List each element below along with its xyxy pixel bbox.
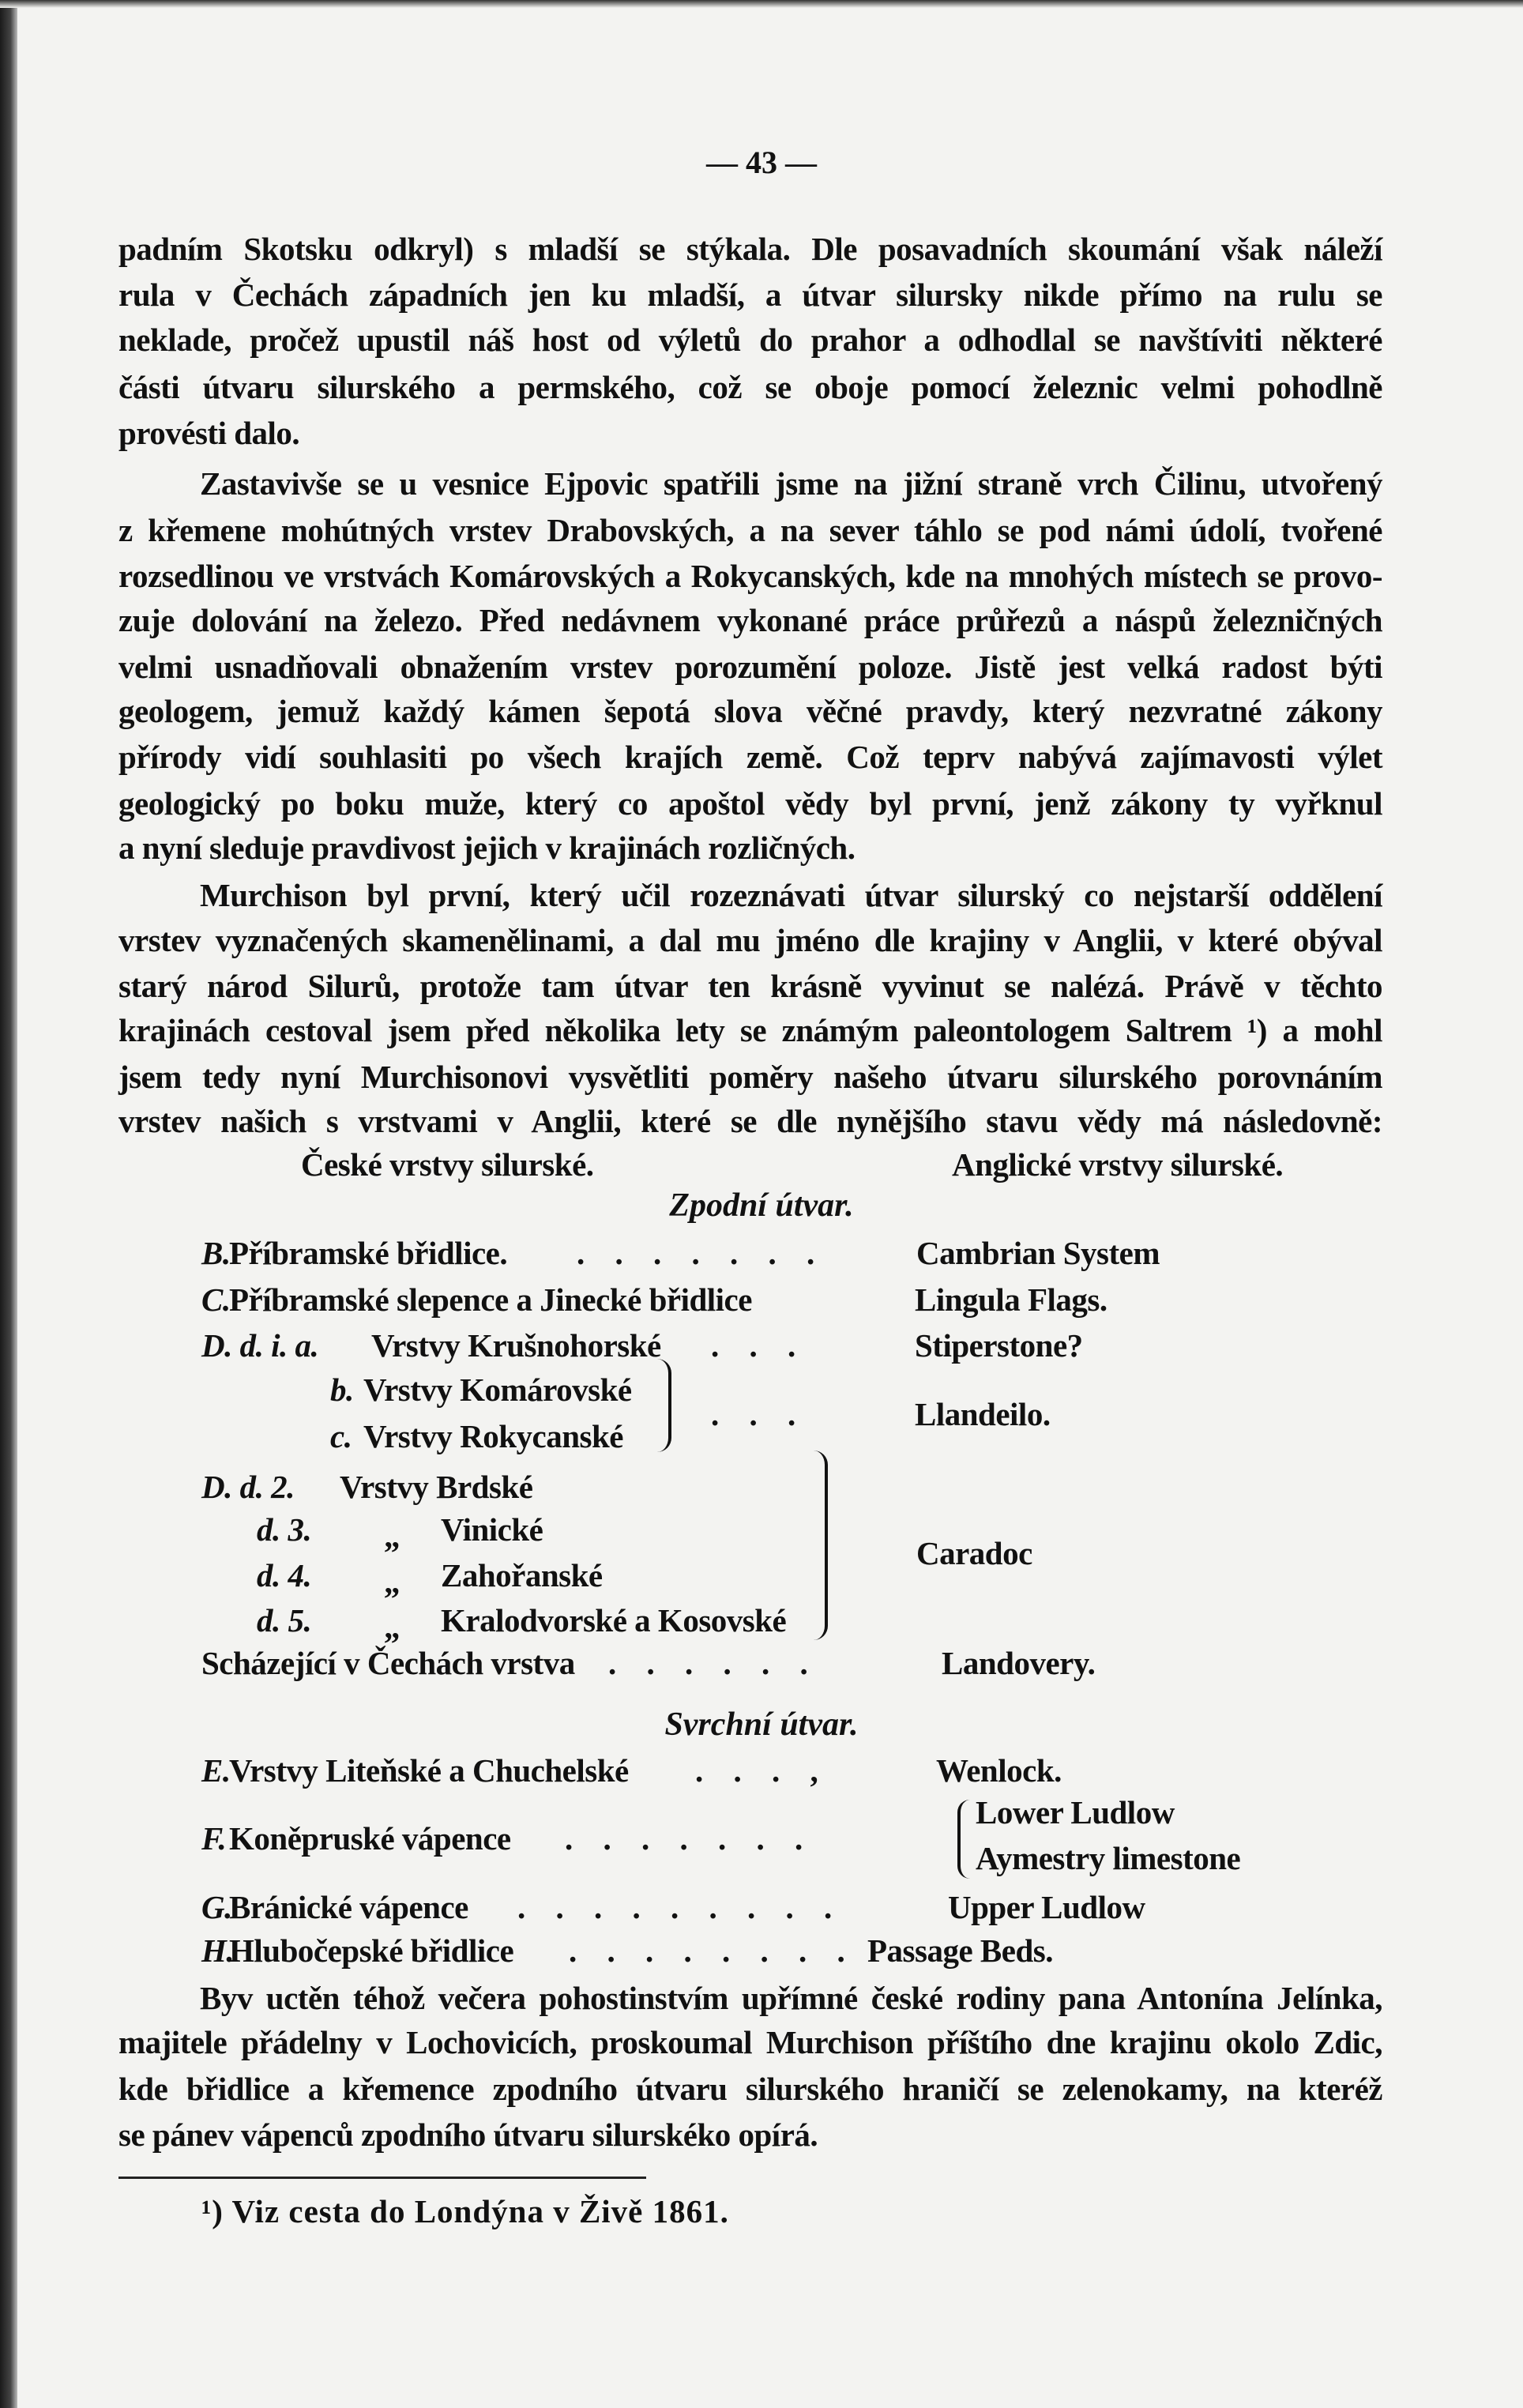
- text-line: krajinách cestoval jsem před několika lety se známým paleontologem Saltrem ¹) a mohl: [118, 1012, 1382, 1048]
- row-mark: c.: [330, 1418, 352, 1454]
- section-heading-lower: Zpodní útvar.: [669, 1187, 854, 1224]
- row-name: Zahořanské: [441, 1557, 603, 1593]
- row-english: Lower Ludlow: [976, 1794, 1175, 1830]
- brace: [957, 1800, 970, 1879]
- row-dots: . . .: [711, 1396, 807, 1432]
- row-mark: d. 5.: [257, 1602, 312, 1639]
- row-english: Wenlock.: [936, 1752, 1062, 1789]
- row-name: Příbramské slepence a Jinecké břidlice: [229, 1281, 752, 1318]
- row-dots: . . . . . . . .: [569, 1932, 856, 1969]
- row-english: Cambrian System: [916, 1235, 1160, 1271]
- ditto-mark: „: [384, 1563, 400, 1600]
- row-english: Passage Beds.: [867, 1932, 1053, 1969]
- row-mark: E.: [201, 1752, 231, 1789]
- text-line: neklade, pročež upustil náš host od výletů do prahor a odhodlal se navštíviti některé: [118, 322, 1382, 358]
- row-name: Vrstvy Liteňské a Chuchelské: [229, 1752, 629, 1789]
- footnote: ¹) Viz cesta do Londýna v Živě 1861.: [201, 2193, 729, 2229]
- text-line: přírody vidí souhlasiti po všech krajích země. Což teprv nabývá zajímavosti výlet: [118, 739, 1382, 775]
- text-line: části útvaru silurského a permského, což se oboje pomocí železnic velmi pohodlně: [118, 369, 1382, 405]
- text-line: velmi usnadňovali obnažením vrstev porozumění poloze. Jistě jest velká radost býti: [118, 649, 1382, 685]
- row-mark: H.: [201, 1932, 235, 1969]
- text-line: Murchison byl první, který učil rozeznávati útvar silurský co nejstarší oddělení: [200, 877, 1382, 913]
- row-english: Llandeilo.: [915, 1396, 1051, 1432]
- text-line: Zastavivše se u vesnice Ejpovic spatřili jsme na jižní straně vrch Čilinu, utvořený: [200, 465, 1382, 502]
- row-english: Aymestry limestone: [976, 1840, 1241, 1876]
- text-line: padním Skotsku odkryl) s mladší se stýkala. Dle posavadních skoumání však náleží: [118, 231, 1382, 267]
- row-english: Lingula Flags.: [915, 1281, 1107, 1318]
- text-line: Byv uctěn téhož večera pohostinstvím upřímné české rodiny pana Antonína Jelínka,: [200, 1980, 1382, 2016]
- brace: [814, 1450, 828, 1640]
- text-line: vrstev našich s vrstvami v Anglii, které se dle nynějšího stavu vědy má následovně:: [118, 1103, 1382, 1139]
- row-mark: b.: [330, 1371, 354, 1408]
- page-number: — 43 —: [706, 145, 817, 180]
- row-english: Upper Ludlow: [948, 1889, 1145, 1925]
- row-name: Vrstvy Rokycanské: [363, 1418, 623, 1454]
- row-name: Vinické: [441, 1511, 543, 1548]
- column-header-czech: České vrstvy silurské.: [301, 1146, 594, 1183]
- row-dots: . . .: [711, 1327, 807, 1364]
- text-line: geologický po boku muže, který co apoštol vědy byl první, jenž zákony ty vyřknul: [118, 785, 1382, 822]
- row-english: Stiperstone?: [915, 1327, 1083, 1364]
- row-dots: . . . . . .: [608, 1645, 819, 1681]
- row-mark: G.: [201, 1889, 232, 1925]
- row-name: Vrstvy Brdské: [340, 1469, 533, 1505]
- row-name: Kralodvorské a Kosovské: [441, 1602, 787, 1639]
- row-mark: D. d. i. a.: [201, 1327, 319, 1364]
- text-line: a nyní sleduje pravdivost jejich v krajinách rozličných.: [118, 830, 856, 866]
- text-line: se pánev vápenců zpodního útvaru silurskéko opírá.: [118, 2116, 818, 2153]
- text-line: z křemene mohútných vrstev Drabovských, a na sever táhlo se pod námi údolí, tvořené: [118, 512, 1382, 548]
- scan-edge-top: [0, 0, 1523, 8]
- row-name: Hlubočepské břidlice: [229, 1932, 514, 1969]
- text-line: majitele přádelny v Lochovicích, proskoumal Murchison příštího dne krajinu okolo Zdic,: [118, 2024, 1382, 2060]
- row-name: Koněpruské vápence: [229, 1820, 511, 1857]
- row-mark: d. 3.: [257, 1511, 312, 1548]
- row-dots: . . . . . . .: [577, 1235, 826, 1271]
- row-mark: C.: [201, 1281, 231, 1318]
- row-mark: D. d. 2.: [201, 1469, 295, 1505]
- row-name: Bránické vápence: [229, 1889, 468, 1925]
- text-line: geologem, jemuž každý kámen šepotá slova věčné pravdy, který nezvratné zákony: [118, 693, 1382, 729]
- row-mark: d. 4.: [257, 1557, 312, 1593]
- brace: [657, 1359, 671, 1452]
- row-name: Scházející v Čechách vrstva: [201, 1645, 575, 1681]
- row-dots: . . . . . . . . .: [517, 1889, 844, 1925]
- row-mark: F.: [201, 1820, 227, 1857]
- text-line: rula v Čechách západních jen ku mladší, a útvar silursky nikde přímo na rulu se: [118, 277, 1382, 313]
- row-english: Landovery.: [942, 1645, 1096, 1681]
- text-line: zuje dolování na železo. Před nedávnem vykonané práce průřezů a náspů železničných: [118, 602, 1382, 638]
- footnote-rule: [118, 2177, 646, 2179]
- row-name: Příbramské břidlice.: [229, 1235, 508, 1271]
- text-line: starý národ Silurů, protože tam útvar ten krásně vyvinut se nalézá. Právě v těchto: [118, 968, 1382, 1004]
- column-header-english: Anglické vrstvy silurské.: [952, 1146, 1284, 1183]
- row-mark: B.: [201, 1235, 231, 1271]
- text-line: jsem tedy nyní Murchisonovi vysvětliti poměry našeho útvaru silurského porovnáním: [118, 1059, 1382, 1095]
- row-name: Vrstvy Krušnohorské: [371, 1327, 661, 1364]
- row-english: Caradoc: [916, 1535, 1032, 1571]
- section-heading-upper: Svrchní útvar.: [664, 1706, 859, 1743]
- row-dots: . . . ,: [695, 1752, 829, 1789]
- text-line: vrstev vyznačených skamenělinami, a dal mu jméno dle krajiny v Anglii, v které obýval: [118, 922, 1382, 958]
- ditto-mark: „: [384, 1518, 400, 1554]
- text-line: kde břidlice a křemence zpodního útvaru silurského hraničí se zelenokamy, na kteréž: [118, 2071, 1382, 2107]
- row-name: Vrstvy Komárovské: [363, 1371, 632, 1408]
- text-line: rozsedlinou ve vrstvách Komárovských a Rokycanských, kde na mnohých místech se provo-: [118, 558, 1382, 594]
- ditto-mark: „: [384, 1608, 400, 1645]
- row-dots: . . . . . . .: [565, 1820, 814, 1857]
- text-line: provésti dalo.: [118, 415, 300, 451]
